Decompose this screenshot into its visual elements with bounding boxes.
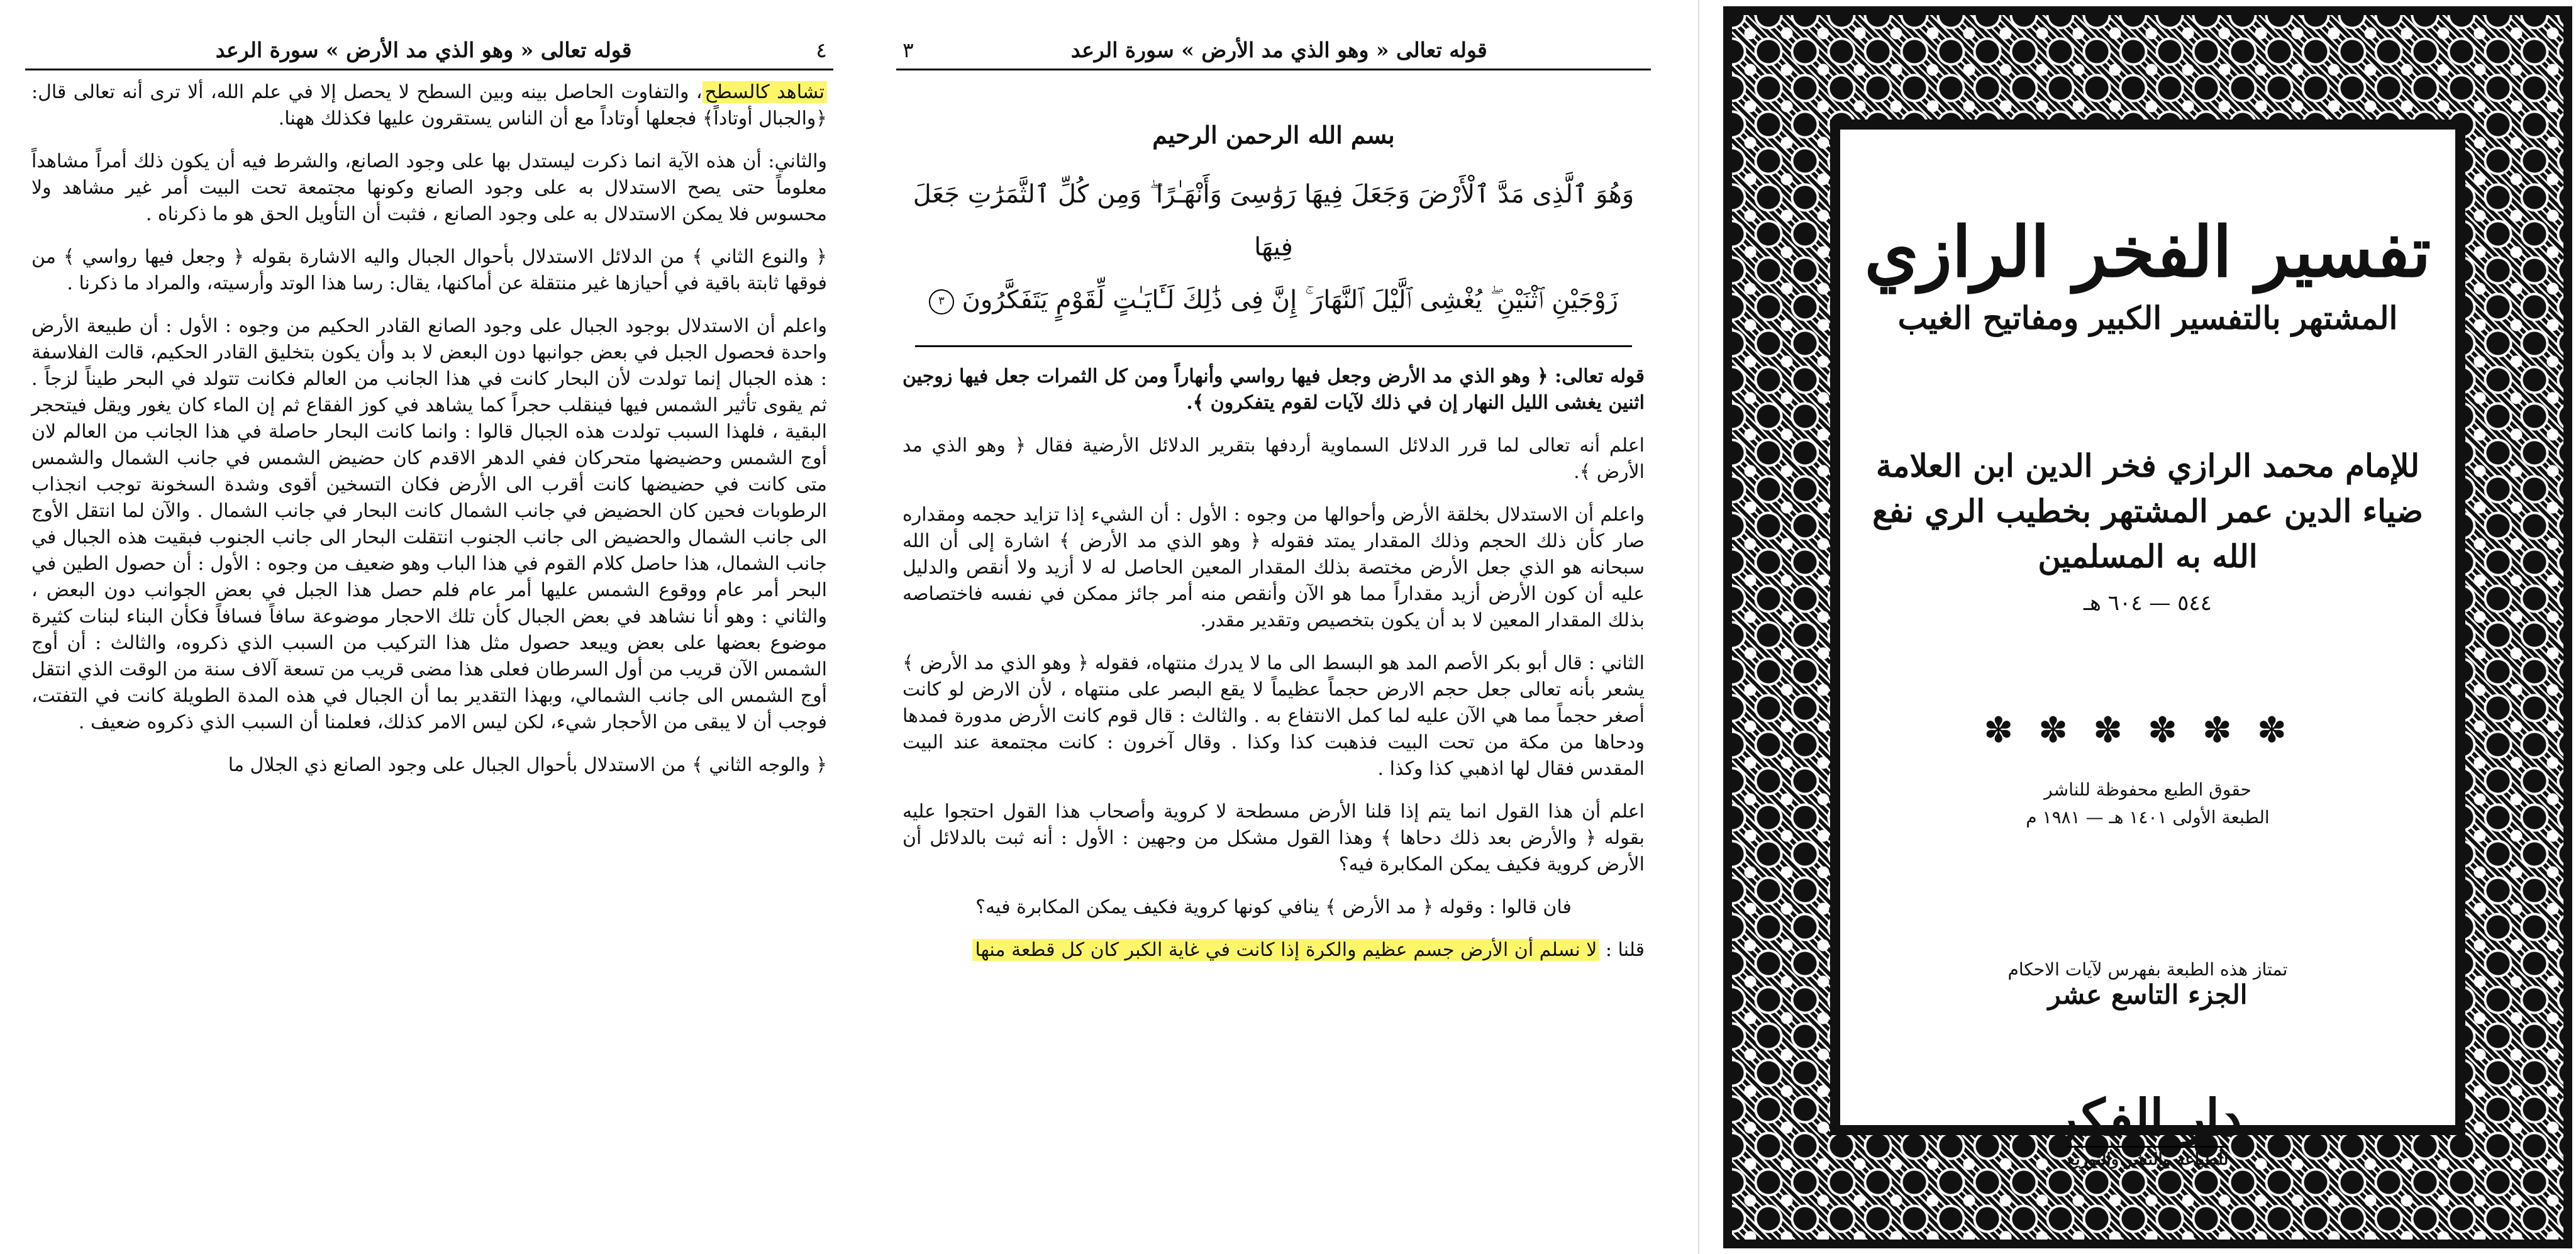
book-title: تفسير الفخر الرازي: [1864, 211, 2431, 292]
edition-line: الطبعة الأولى ١٤٠١ هـ — ١٩٨١ م: [2026, 807, 2270, 828]
paragraph-prefix: قلنا :: [1605, 939, 1645, 961]
paragraph: والثاني: أن هذه الآية انما ذكرت ليستدل بها على وجود الصانع، والشرط فيه أن يكون ذلك أمراً مشاهداً معلوماً حتى يصح الاستدلال به على وجود الصانع وكونها مجتمعة تحت البيت أمر غير مشاهد ولا محسوس فلا يمكن الاستدلال به على وجود الصانع ، فثبت أن التأويل الحق هو ما ذكرناه .: [31, 150, 827, 225]
page-seam: [1698, 0, 1699, 1254]
star-ornament-icon: ✽✽✽✽✽✽: [1984, 710, 2312, 751]
paragraph: فان قالوا : وقوله ﴿ مد الأرض ﴾ ينافي كونها كروية فكيف يمكن المكابرة فيه؟: [975, 896, 1572, 918]
paragraph: ﴿ والوجه الثاني ﴾ من الاستدلال بأحوال الجبال على وجود الصانع ذي الجلال ما: [228, 754, 827, 776]
highlighted-text: لا نسلم أن الأرض جسم عظيم والكرة إذا كانت في غاية الكبر كان كل قطعة منها: [972, 939, 1599, 961]
header-title: قوله تعالى « وهو الذي مد الأرض » سورة الرعد: [1070, 38, 1487, 62]
paragraph: [902, 937, 1645, 963]
paragraph: اعلم أن هذا القول انما يتم إذا قلنا الأرض مسطحة لا كروية وأصحاب هذا القول احتجوا عليه بقوله ﴿ والأرض بعد ذلك دحاها ﴾ وهذا القول مشكل من وجهين : الأول : أنه ثبت بالدلائل أن الأرض كروية فكيف يمكن المكابرة فيه؟: [902, 801, 1645, 875]
page-body: [25, 79, 833, 779]
title-panel: [1840, 130, 2455, 1169]
divider: [915, 345, 1632, 347]
author-line: للإمام محمد الرازي فخر الدين ابن العلامة ضياء الدين عمر المشتهر بخطيب الري نفع الله به المسلمين: [1872, 447, 2423, 575]
feature-text: تمتاز هذه الطبعة بفهرس لآيات الاحكام: [2007, 959, 2288, 980]
basmala: بسم الله الرحمن الرحيم: [1152, 121, 1395, 149]
publisher-subtitle: للطباعة والنشر والتوزيع: [2067, 1146, 2229, 1169]
running-header: [25, 38, 833, 70]
page-body: [896, 363, 1651, 963]
edition-feature: [1840, 957, 2455, 1010]
verse-text: زَوْجَيْنِ ٱثْنَيْنِ ۖ يُغْشِى ٱلَّيْلَ ٱلنَّهَارَ ۚ إِنَّ فِى ذَٰلِكَ لَـَٔايَـٰتٍ لِّقَوْمٍ يَتَفَكَّرُونَ: [962, 286, 1619, 314]
book-subtitle: المشتهر بالتفسير الكبير ومفاتيح الغيب: [1897, 299, 2398, 336]
running-header: [896, 38, 1651, 70]
page-number: ٣: [902, 38, 914, 62]
copyright-notice: [1840, 776, 2455, 831]
verse-line: [909, 274, 1638, 326]
paragraph: [31, 79, 827, 132]
paragraph: اعلم أنه تعالى لما قرر الدلائل السماوية أردفها بتقرير الدلائل الأرضية فقال ﴿ وهو الذي مد الأرض ﴾.: [902, 435, 1645, 483]
paragraph: واعلم أن الاستدلال بوجود الجبال على وجود الصانع القادر الحكيم من وجوه : الأول : أن طبيعة الأرض واحدة فحصول الجبل في بعض جوانبها دون البعض لا بد وأن يكون بتخليق القادر الحكيم، قالت الفلاسفة : هذه الجبال إنما تولدت لأن البحار كانت في هذا الجانب من العالم فكانت تتولد في البحر طيناً لزجاً . ثم يقوى تأثير الشمس فيها فينقلب حجراً كما يشاهد في كوز الفقاع ثم إن الماء كان يغور ويقل فيتحجر البقية ، فلهذا السبب تولدت هذه الجبال قالوا : وانما كانت البحار حاصلة في هذا الجانب من العالم لان أوج الشمس وحضيضها متحركان ففي الدهر الاقدم كان حضيض الشمس في جانب الشمال والشمس متى كانت في حضيضها كانت أقرب الى الأرض فكان التسخين أقوى وشدة السخونة توجب انجذاب الرطوبات فحين كان الحضيض في جانب الشمال كانت البحار في جانب الشمال . والآن لما انتقل الأوج الى جانب الشمال والحضيض الى جانب الجنوب انتقلت البحار الى جانب الجنوب فبقيت هذه الجبال في جانب الشمال، هذا حاصل كلام القوم في هذا الباب وهو ضعيف من وجوه : الأول : أن حصول الطين في البحر أمر عام ووقوع الشمس عليها أمر عام فلم حصل هذا الجبل في بعض الجوانب دون البعض ، والثاني : وهو أنا نشاهد في بعض الجبال كأن تلك الاحجار موضوعة سافاً فسافاً فكأن البناء لبنات كثيرة موضوع بعضها على بعض ويبعد حصول مثل هذا التركيب من السبب الذي ذكروه، والثالث : أن أوج الشمس الآن قريب من أول السرطان فعلى هذا مضى قريب من تسعة آلاف سنة من الوقت الذي انتقل أوج الشمس الى جانب الشمالي، وبهذا التقدير بما أن الجبال في هذه المدة الطويلة كانت في التفتت، فوجب أن لا يبقى من الأحجار شيء، لكن ليس الامر كذلك، فعلمنا أن السبب الذي ذكروه ضعيف .: [31, 315, 827, 733]
author-dates: ٥٤٤ — ٦٠٤ هـ: [2084, 591, 2212, 616]
publisher-logo: دار الفكر: [2053, 1088, 2242, 1147]
quran-verse: [896, 168, 1651, 326]
header-title: قوله تعالى « وهو الذي مد الأرض » سورة الرعد: [215, 38, 632, 62]
page-number: ٤: [816, 38, 827, 62]
rights-line: حقوق الطبع محفوظة للناشر: [2044, 779, 2251, 800]
page-3: [877, 0, 1676, 1254]
page-4: [0, 0, 858, 1254]
highlighted-text: تشاهد كالسطح: [702, 81, 827, 103]
title-page: [1723, 6, 2572, 1248]
paragraph-text: ، والتفاوت الحاصل بينه وبين السطح لا يحصل إلا في علم الله، ألا ترى أنه تعالى قال: ﴿والجبال أوتاداً﴾ فجعلها أوتاداً مع أن الناس يستقرون عليها فكذلك ههنا.: [31, 81, 827, 130]
paragraph: واعلم أن الاستدلال بخلقة الأرض وأحوالها من وجوه : الأول : أن الشيء إذا تزايد حجمه ومقداره صار كأن ذلك الحجم وذلك المقدار يمتد فقوله ﴿ وهو الذي مد الأرض ﴾ اشارة إلى أن الله سبحانه هو الذي جعل الأرض مختصة بذلك المقدار المعين الحاصل له لا أزيد ولا أنقص والدليل عليه أن كون الأرض أزيد مقداراً مما هو الآن وأنقص منه أمر جائز ممكن في نفسه فاختصاصه بذلك المقدار المعين لا بد أن يكون بتخصيص وتقدير مقدر.: [902, 504, 1645, 631]
paragraph: ﴿ والنوع الثاني ﴾ من الدلائل الاستدلال بأحوال الجبال واليه الاشارة بقوله ﴿ وجعل فيها رواسي ﴾ من فوقها ثابتة باقية في أحيازها غير منتقلة عن أماكنها، يقال: رسا هذا الوتد وأرسيته، والمراد ما ذكرنا .: [31, 246, 827, 294]
verse-line: وَهُوَ ٱلَّذِى مَدَّ ٱلْأَرْضَ وَجَعَلَ فِيهَا رَوَٰسِىَ وَأَنْهَـٰرًا ۖ وَمِن كُلِّ ٱلثَّمَرَٰتِ جَعَلَ فِيهَا: [913, 180, 1635, 262]
volume-part: الجزء التاسع عشر: [2048, 979, 2248, 1010]
paragraph: قوله تعالى: ﴿ وهو الذي مد الأرض وجعل فيها رواسي وأنهاراً ومن كل الثمرات جعل فيها زوجين اثنين يغشى الليل النهار إن في ذلك لآيات لقوم يتفكرون ﴾.: [902, 365, 1645, 414]
paragraph: الثاني : قال أبو بكر الأصم المد هو البسط الى ما لا يدرك منتهاه، فقوله ﴿ وهو الذي مد الأرض ﴾ يشعر بأنه تعالى جعل حجم الارض حجماً عظيماً لا يقع البصر على منتهاه ، لأن الارض لو كانت أصغر حجماً مما هي الآن عليه لما كمل الانتفاع به . والثالث : قال قوم كانت الأرض مدورة فمدها ودحاها من مكة من تحت البيت فذهبت كذا وكذا . وقال آخرون : كانت مجتمعة عند البيت المقدس فقال لها اذهبي كذا وكذا .: [902, 652, 1645, 780]
verse-number-marker: ٣: [929, 289, 954, 314]
